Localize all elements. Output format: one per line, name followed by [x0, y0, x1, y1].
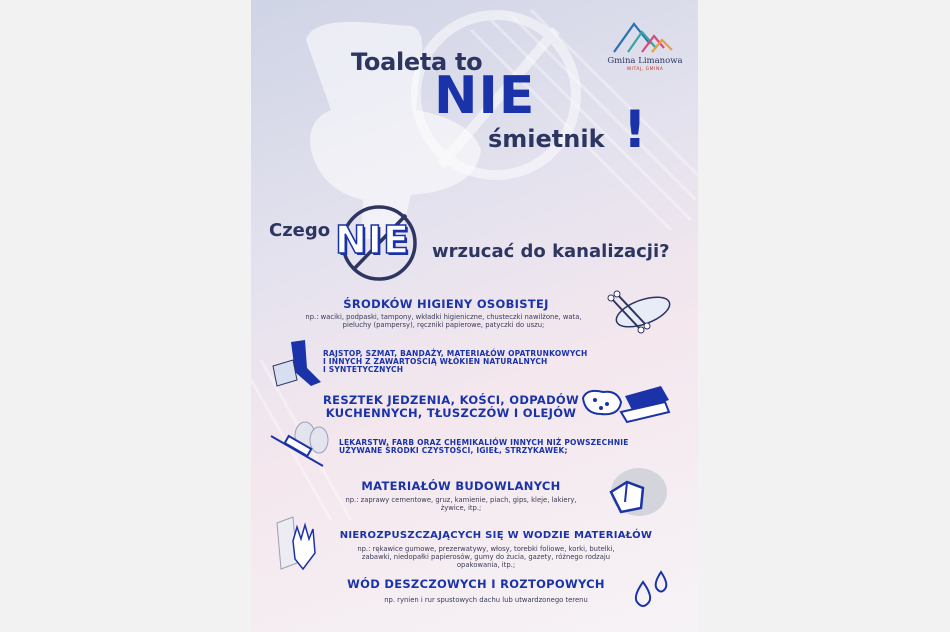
section-chemicals-line-2: UŻYWANE ŚRODKI CZYSTOŚCI, IGIEŁ, STRZYKAWEK; — [339, 446, 568, 455]
section-construction-note-2: żywice, itp.; — [440, 504, 482, 512]
section-tights-line-2: I INNYCH Z ZAWARTOŚCIĄ WŁÓKIEN NATURALNYCH — [323, 357, 548, 366]
title-line-3: śmietnik — [488, 125, 605, 153]
cotton-swab-pad-icon — [603, 290, 673, 338]
question-highlight: NIE — [335, 218, 410, 262]
title-exclamation: ! — [623, 100, 647, 160]
section-chemicals-line-1: LEKARSTW, FARB ORAZ CHEMIKALIÓW INNYCH NIŻ POWSZECHNIE — [339, 438, 629, 447]
syringe-pills-icon — [269, 420, 331, 472]
section-food-line-2: KUCHENNYCH, TŁUSZCZÓW I OLEJÓW — [325, 406, 577, 420]
section-hygiene-note-2: pieluchy (pampersy), ręczniki papierowe, patyczki do uszu; — [342, 321, 545, 329]
section-hygiene-heading: ŚRODKÓW HIGIENY OSOBISTEJ — [343, 297, 549, 311]
section-insoluble-note-1: np.: rękawice gumowe, prezerwatywy, włosy, torebki foliowe, korki, butelki, — [357, 545, 615, 553]
tights-bandage-icon — [271, 338, 331, 390]
question-part-1: Czego — [269, 220, 331, 241]
section-insoluble-heading: NIEROZPUSZCZAJĄCYCH SIĘ W WODZIE MATERIAŁÓW — [339, 530, 653, 541]
gloves-bag-icon — [273, 513, 325, 573]
title-line-1: Toaleta to — [351, 48, 483, 76]
food-waste-icon — [581, 378, 673, 426]
concrete-block-icon — [601, 462, 671, 520]
section-construction-heading: MATERIAŁÓW BUDOWLANYCH — [361, 479, 561, 493]
poster — [251, 0, 698, 632]
logo-name: Gmina Limanowa — [607, 56, 683, 66]
question-part-2: wrzucać do kanalizacji? — [432, 241, 670, 262]
section-insoluble-note-3: opakowania, itp.; — [456, 561, 516, 569]
section-insoluble-note-2: zabawki, niedopałki papierosów, gumy do żucia, gazety, różnego rodzaju — [361, 553, 611, 561]
section-construction-note-1: np.: zaprawy cementowe, gruz, kamienie, piach, gips, kleje, lakiery, — [345, 496, 577, 504]
section-rainwater-heading: WÓD DESZCZOWYCH I ROZTOPOWYCH — [347, 577, 605, 591]
section-hygiene-note-1: np.: waciki, podpaski, tampony, wkładki higieniczne, chusteczki nawilżone, wata, — [305, 313, 582, 321]
section-food-line-1: RESZTEK JEDZENIA, KOŚCI, ODPADÓW — [323, 393, 579, 407]
logo-subtitle: WITAJ, GMINA — [626, 67, 664, 72]
water-drops-icon — [629, 570, 673, 612]
title-nie: NIE — [434, 66, 536, 126]
section-rainwater-note-1: np. rynien i rur spustowych dachu lub utwardzonego terenu — [384, 596, 588, 604]
mountains-logo-icon — [612, 20, 674, 54]
section-tights-line-3: I SYNTETYCZNYCH — [323, 365, 404, 374]
section-tights-line-1: RAJSTOP, SZMAT, BANDAŻY, MATERIAŁÓW OPATRUNKOWYCH — [323, 349, 588, 358]
